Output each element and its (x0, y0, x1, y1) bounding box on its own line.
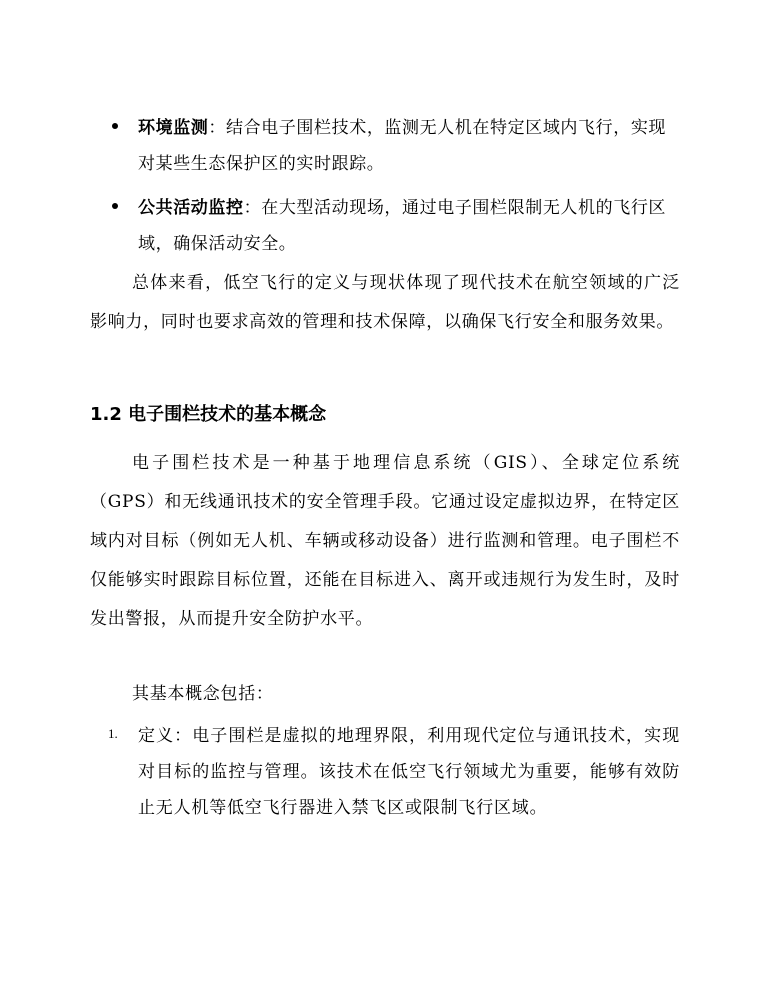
bullet-item-public-event-monitoring (90, 190, 680, 262)
summary-paragraph: 总体来看，低空飞行的定义与现状体现了现代技术在航空领域的广泛影响力，同时也要求高效的管理和技术保障，以确保飞行安全和服务效果。 (90, 273, 680, 332)
section-heading (90, 400, 326, 430)
intro-paragraph-block (90, 444, 680, 639)
concepts-lead-block (90, 675, 680, 714)
bullet-text (90, 110, 680, 182)
section-number: 1.2 (90, 404, 122, 425)
bullet-title: 环境监测 (138, 118, 209, 138)
intro-paragraph: 电子围栏技术是一种基于地理信息系统（GIS）、全球定位系统（GPS）和无线通讯技术的安全管理手段。它通过设定虚拟边界，在特定区域内对目标（例如无人机、车辆或移动设备）进行监测和管理。电子围栏不仅能够实时跟踪目标位置，还能在目标进入、离开或违规行为发生时，及时发出警报，从而提升安全防护水平。 (90, 453, 680, 629)
concepts-lead: 其基本概念包括： (132, 684, 274, 704)
bullet-separator: ： (208, 118, 227, 138)
summary-paragraph-block (90, 264, 680, 342)
numbered-item-text: 定义：电子围栏是虚拟的地理界限，利用现代定位与通讯技术，实现对目标的监控与管理。该技术在低空飞行领域尤为重要，能够有效防止无人机等低空飞行器进入禁飞区或限制飞行区域。 (138, 726, 680, 818)
bullet-dot-icon (112, 203, 118, 209)
bullet-title: 公共活动监控 (138, 198, 244, 218)
numbered-item-definition (90, 718, 680, 826)
bullet-item-environment-monitoring (90, 110, 680, 182)
bullet-body: 结合电子围栏技术，监测无人机在特定区域内飞行，实现对某些生态保护区的实时跟踪。 (138, 118, 667, 174)
bullet-separator: ： (243, 198, 262, 218)
bullet-text (90, 190, 680, 262)
numbered-item-label: 1. (108, 726, 118, 741)
bullet-body: 在大型活动现场，通过电子围栏限制无人机的飞行区域，确保活动安全。 (138, 198, 667, 254)
bullet-dot-icon (112, 123, 118, 129)
section-title: 电子围栏技术的基本概念 (128, 404, 327, 425)
